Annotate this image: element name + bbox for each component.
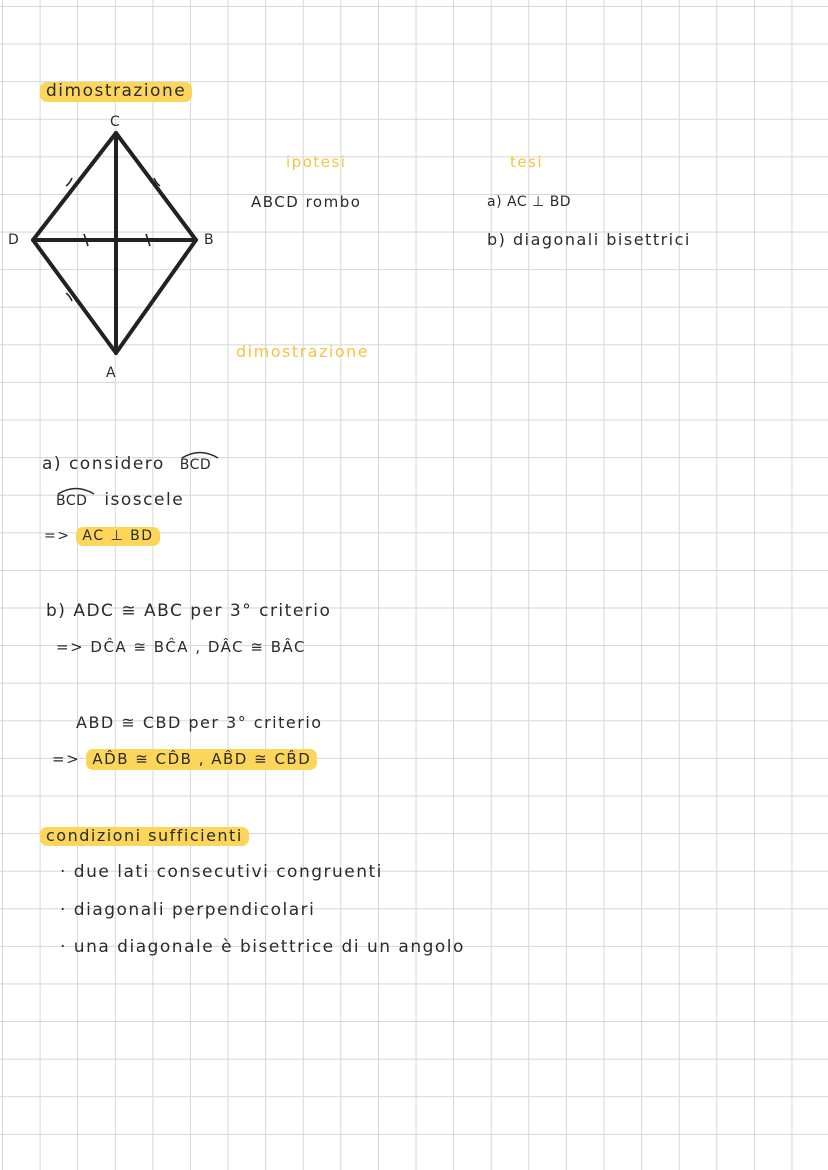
thesis-heading: tesi	[510, 153, 544, 171]
page-title: dimostrazione	[40, 82, 192, 102]
part-b-line1: b) ADC ≅ ABC per 3° criterio	[46, 601, 332, 621]
bisector-result: AD̂B ≅ CD̂B , AB̂D ≅ CB̂D	[86, 749, 317, 770]
vertex-d-label: D	[8, 232, 20, 248]
vertex-c-label: C	[110, 114, 121, 130]
condition-item-3: · una diagonale è bisettrice di un angolo	[60, 937, 465, 957]
part-b-line3: ABD ≅ CBD per 3° criterio	[76, 713, 323, 732]
part-b-line2: => DĈA ≅ BĈA , DÂC ≅ BÂC	[56, 638, 306, 656]
condition-item-2: · diagonali perpendicolari	[60, 900, 316, 920]
condition-item-1: · due lati consecutivi congruenti	[60, 862, 383, 882]
part-a-line3: => AC ⊥ BD	[44, 529, 160, 543]
part-b-line4: => AD̂B ≅ CD̂B , AB̂D ≅ CB̂D	[52, 752, 317, 767]
thesis-item-a: a) AC ⊥ BD	[487, 194, 572, 210]
part-a-line1: a) considero BCD	[42, 456, 211, 473]
vertex-a-label: A	[106, 365, 117, 381]
triangle-bcd: BCD	[180, 458, 211, 472]
hypothesis-heading: ipotesi	[286, 153, 347, 171]
perpendicular-result: AC ⊥ BD	[76, 527, 159, 546]
sufficient-heading: condizioni sufficienti	[40, 827, 249, 846]
proof-heading: dimostrazione	[236, 342, 370, 361]
thesis-item-b: b) diagonali bisettrici	[487, 230, 691, 249]
part-a-line2: BCD isoscele	[56, 490, 185, 510]
vertex-b-label: B	[204, 232, 215, 248]
hypothesis-text: ABCD rombo	[251, 193, 362, 211]
triangle-bcd-2: BCD	[56, 494, 87, 508]
